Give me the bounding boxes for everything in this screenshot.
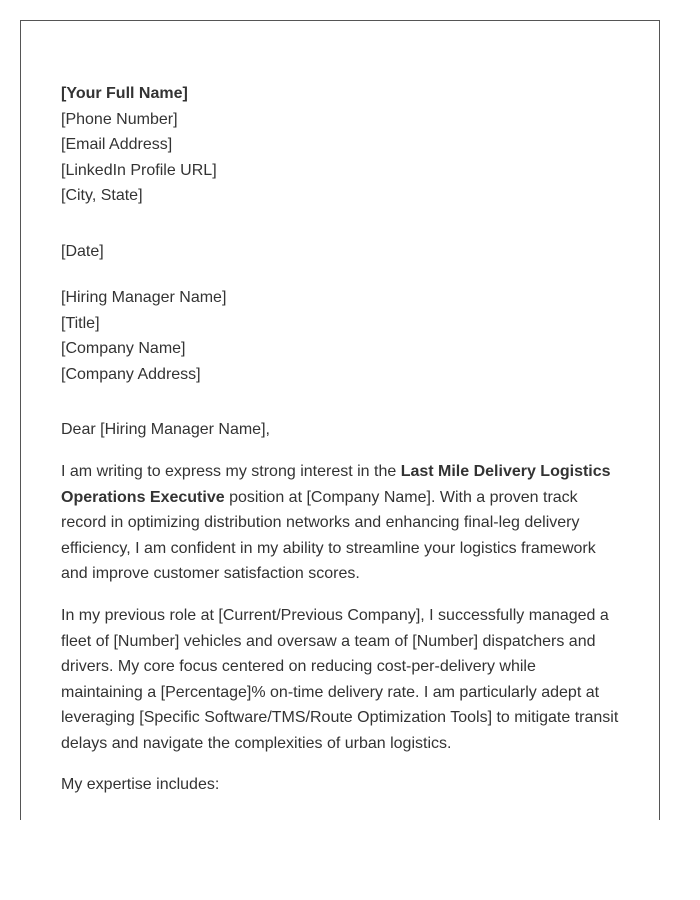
sender-phone: [Phone Number]: [61, 110, 178, 128]
paragraph-experience-line: leveraging [Specific Software/TMS/Route Optimization Tools] to mitigate transit: [61, 709, 619, 726]
paragraph-experience: [61, 603, 625, 756]
expertise-block: [61, 772, 625, 798]
paragraph-intro-line: [61, 485, 625, 511]
paragraph-intro-line: [61, 459, 625, 485]
paragraph-intro-line: efficiency, I am confident in my ability to streamline your logistics framework: [61, 539, 596, 557]
intro-line-text: I am writing to express my strong interest in the: [61, 463, 401, 480]
sender-linkedin: [LinkedIn Profile URL]: [61, 161, 217, 179]
intro-line-text: position at [Company Name]. With a proven track: [224, 488, 578, 506]
letter-page: [20, 20, 660, 820]
job-title-bold: Operations Executive: [61, 488, 225, 506]
recipient-title: [Title]: [61, 314, 100, 332]
sender-block: [61, 81, 625, 209]
salutation-block: [61, 417, 625, 443]
recipient-company-name: [Company Name]: [61, 340, 186, 357]
salutation: Dear [Hiring Manager Name],: [61, 421, 270, 438]
paragraph-experience-line: maintaining a [Percentage]% on-time delivery rate. I am particularly adept at: [61, 683, 600, 701]
date-block: [61, 239, 625, 265]
paragraph-intro-line: record in optimizing distribution networks and enhancing final-leg delivery: [61, 514, 580, 531]
paragraph-experience-line: drivers. My core focus centered on reducing cost-per-delivery while: [61, 658, 536, 675]
paragraph-intro-line: and improve customer satisfaction scores.: [61, 565, 360, 582]
paragraph-experience-line: delays and navigate the complexities of urban logistics.: [61, 734, 452, 752]
letter-date: [Date]: [61, 243, 104, 260]
paragraph-intro: [61, 459, 625, 587]
sender-city-state: [City, State]: [61, 187, 143, 204]
sender-email: [Email Address]: [61, 136, 173, 153]
paragraph-experience-line: fleet of [Number] vehicles and oversaw a team of [Number] dispatchers and: [61, 632, 596, 650]
sender-full-name: [Your Full Name]: [61, 85, 188, 102]
paragraph-experience-line: In my previous role at [Current/Previous Company], I successfully managed a: [61, 607, 609, 624]
recipient-block: [61, 285, 625, 387]
recipient-company-address: [Company Address]: [61, 365, 201, 383]
recipient-manager-name: [Hiring Manager Name]: [61, 289, 227, 306]
expertise-intro: My expertise includes:: [61, 776, 220, 793]
job-title-bold: Last Mile Delivery Logistics: [400, 463, 611, 480]
